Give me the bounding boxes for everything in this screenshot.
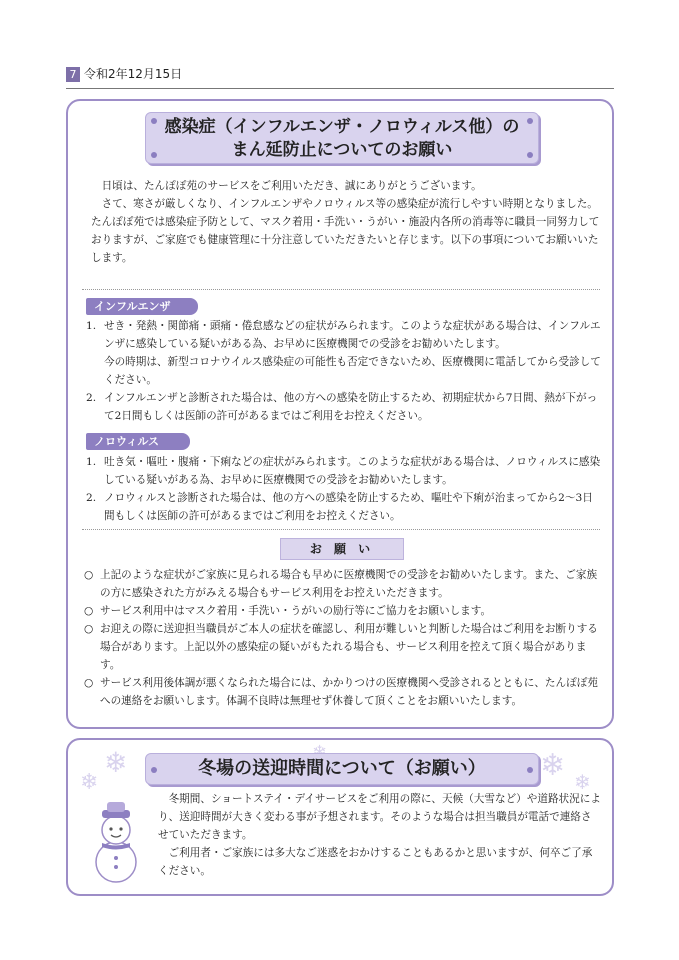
item-text: ノロウィルスと診断された場合は、他の方への感染を防止するため、嘔吐や下痢が治まってから2～3日間もしくは医師の許可があるまではご利用をお控えください。 bbox=[104, 492, 593, 522]
item-text: 上記のような症状がご家族に見られる場合も早めに医療機関での受診をお勧めいたします。また、ご家族の方に感染された方がみえる場合もサービス利用をお控えいただきます。 bbox=[100, 569, 598, 599]
item-text: せき・発熱・関節痛・頭痛・倦怠感などの症状がみられます。このような症状がある場合は、インフルエンザに感染している疑いがある為、お早めに医療機関での受診をお勧めいたします。 bbox=[104, 320, 601, 350]
item-number: 2. bbox=[86, 392, 97, 404]
section2-title bbox=[145, 753, 539, 785]
list-item bbox=[84, 566, 602, 602]
circle-bullet: ○ bbox=[84, 605, 94, 617]
influenza-label: インフルエンザ bbox=[86, 298, 198, 315]
list-item bbox=[84, 602, 602, 620]
page-header bbox=[66, 66, 614, 89]
item-text: 今の時期は、新型コロナウイルス感染症の可能性も否定できないため、医療機関に電話してから受診してください。 bbox=[104, 356, 601, 386]
intro-paragraph: 日頃は、たんぽぽ苑のサービスをご利用いただき、誠にありがとうございます。 bbox=[101, 180, 482, 192]
intro-text bbox=[91, 177, 601, 267]
item-number: 1. bbox=[86, 456, 97, 468]
item-text: サービス利用後体調が悪くなられた場合には、かかりつけの医療機関へ受診されるとともに、たんぽぽ苑への連絡をお願いします。体調不良時は無理せず休養して頂くことをお願いいたします。 bbox=[100, 677, 598, 707]
item-number: 2. bbox=[86, 492, 97, 504]
section1-title bbox=[145, 112, 539, 164]
divider bbox=[82, 289, 600, 290]
pin-icon bbox=[151, 767, 157, 773]
snowflake-icon: ❄ bbox=[80, 770, 99, 795]
item-text: お迎えの際に送迎担当職員がご本人の症状を確認し、利用が難しいと判断した場合はご利用をお断りする場合があります。上記以外の感染症の疑いがもたれる場合も、サービス利用を控えて頂く場合があります。 bbox=[100, 623, 598, 671]
influenza-list bbox=[86, 317, 602, 425]
item-text: サービス利用中はマスク着用・手洗い・うがいの励行等にご協力をお願いします。 bbox=[100, 605, 492, 617]
section2-paragraph: 冬期間、ショートステイ・デイサービスをご利用の際に、天候（大雪など）や道路状況により、送迎時間が大きく変わる事が予想されます。そのような場合は担当職員が電話で連絡させていただきます。 bbox=[158, 793, 601, 841]
list-item bbox=[86, 389, 602, 425]
winter-transport-box bbox=[66, 738, 614, 896]
snowman-icon bbox=[86, 800, 146, 884]
page-number: 7 bbox=[66, 67, 80, 82]
pin-icon bbox=[151, 152, 157, 158]
section1-title-line1: 感染症（インフルエンザ・ノロウィルス他）の bbox=[164, 117, 520, 137]
section2-paragraph: ご利用者・ご家族には多大なご迷惑をおかけすることもあるかと思いますが、何卒ご了承ください。 bbox=[158, 847, 593, 877]
section1-title-line2: まん延防止についてのお願い bbox=[231, 140, 453, 160]
pin-icon bbox=[527, 767, 533, 773]
list-item bbox=[84, 674, 602, 710]
divider bbox=[82, 529, 600, 530]
norovirus-label: ノロウィルス bbox=[86, 433, 190, 450]
snowflake-icon: ❄ bbox=[104, 746, 128, 779]
circle-bullet: ○ bbox=[84, 677, 94, 689]
pin-icon bbox=[527, 118, 533, 124]
list-item bbox=[86, 489, 602, 525]
requests-list bbox=[84, 566, 602, 710]
item-text: 吐き気・嘔吐・腹痛・下痢などの症状がみられます。このような症状がある場合は、ノロウィルスに感染している疑いがある為、お早めに医療機関での受診をお勧めいたします。 bbox=[104, 456, 601, 486]
intro-paragraph: たんぽぽ苑では感染症予防として、マスク着用・手洗い・うがい・施設内各所の消毒等に職員一同努力しておりますが、ご家庭でも健康管理に十分注意していただきたいと存じます。以下の事項についてお願いいたします。 bbox=[91, 216, 600, 264]
circle-bullet: ○ bbox=[84, 569, 94, 581]
norovirus-list bbox=[86, 453, 602, 525]
snowflake-icon: ❄ bbox=[540, 748, 566, 783]
intro-paragraph: さて、寒さが厳しくなり、インフルエンザやノロウィルス等の感染症が流行しやすい時期となりました。 bbox=[101, 198, 598, 210]
issue-date: 令和2年12月15日 bbox=[84, 67, 183, 81]
snowflake-icon: ❄ bbox=[574, 770, 591, 794]
list-item bbox=[86, 353, 602, 389]
requests-label: お 願 い bbox=[280, 538, 404, 560]
pin-icon bbox=[151, 118, 157, 124]
section2-title-text: 冬場の送迎時間について（お願い） bbox=[198, 758, 486, 779]
infection-notice-box bbox=[66, 99, 614, 729]
circle-bullet: ○ bbox=[84, 623, 94, 635]
list-item bbox=[86, 317, 602, 353]
list-item bbox=[86, 453, 602, 489]
section2-body bbox=[158, 790, 602, 880]
list-item bbox=[84, 620, 602, 674]
item-text: インフルエンザと診断された場合は、他の方への感染を防止するため、初期症状から7日間、熱が下がって2日間もしくは医師の許可があるまではご利用をお控えください。 bbox=[104, 392, 598, 422]
item-number: 1. bbox=[86, 320, 97, 332]
pin-icon bbox=[527, 152, 533, 158]
